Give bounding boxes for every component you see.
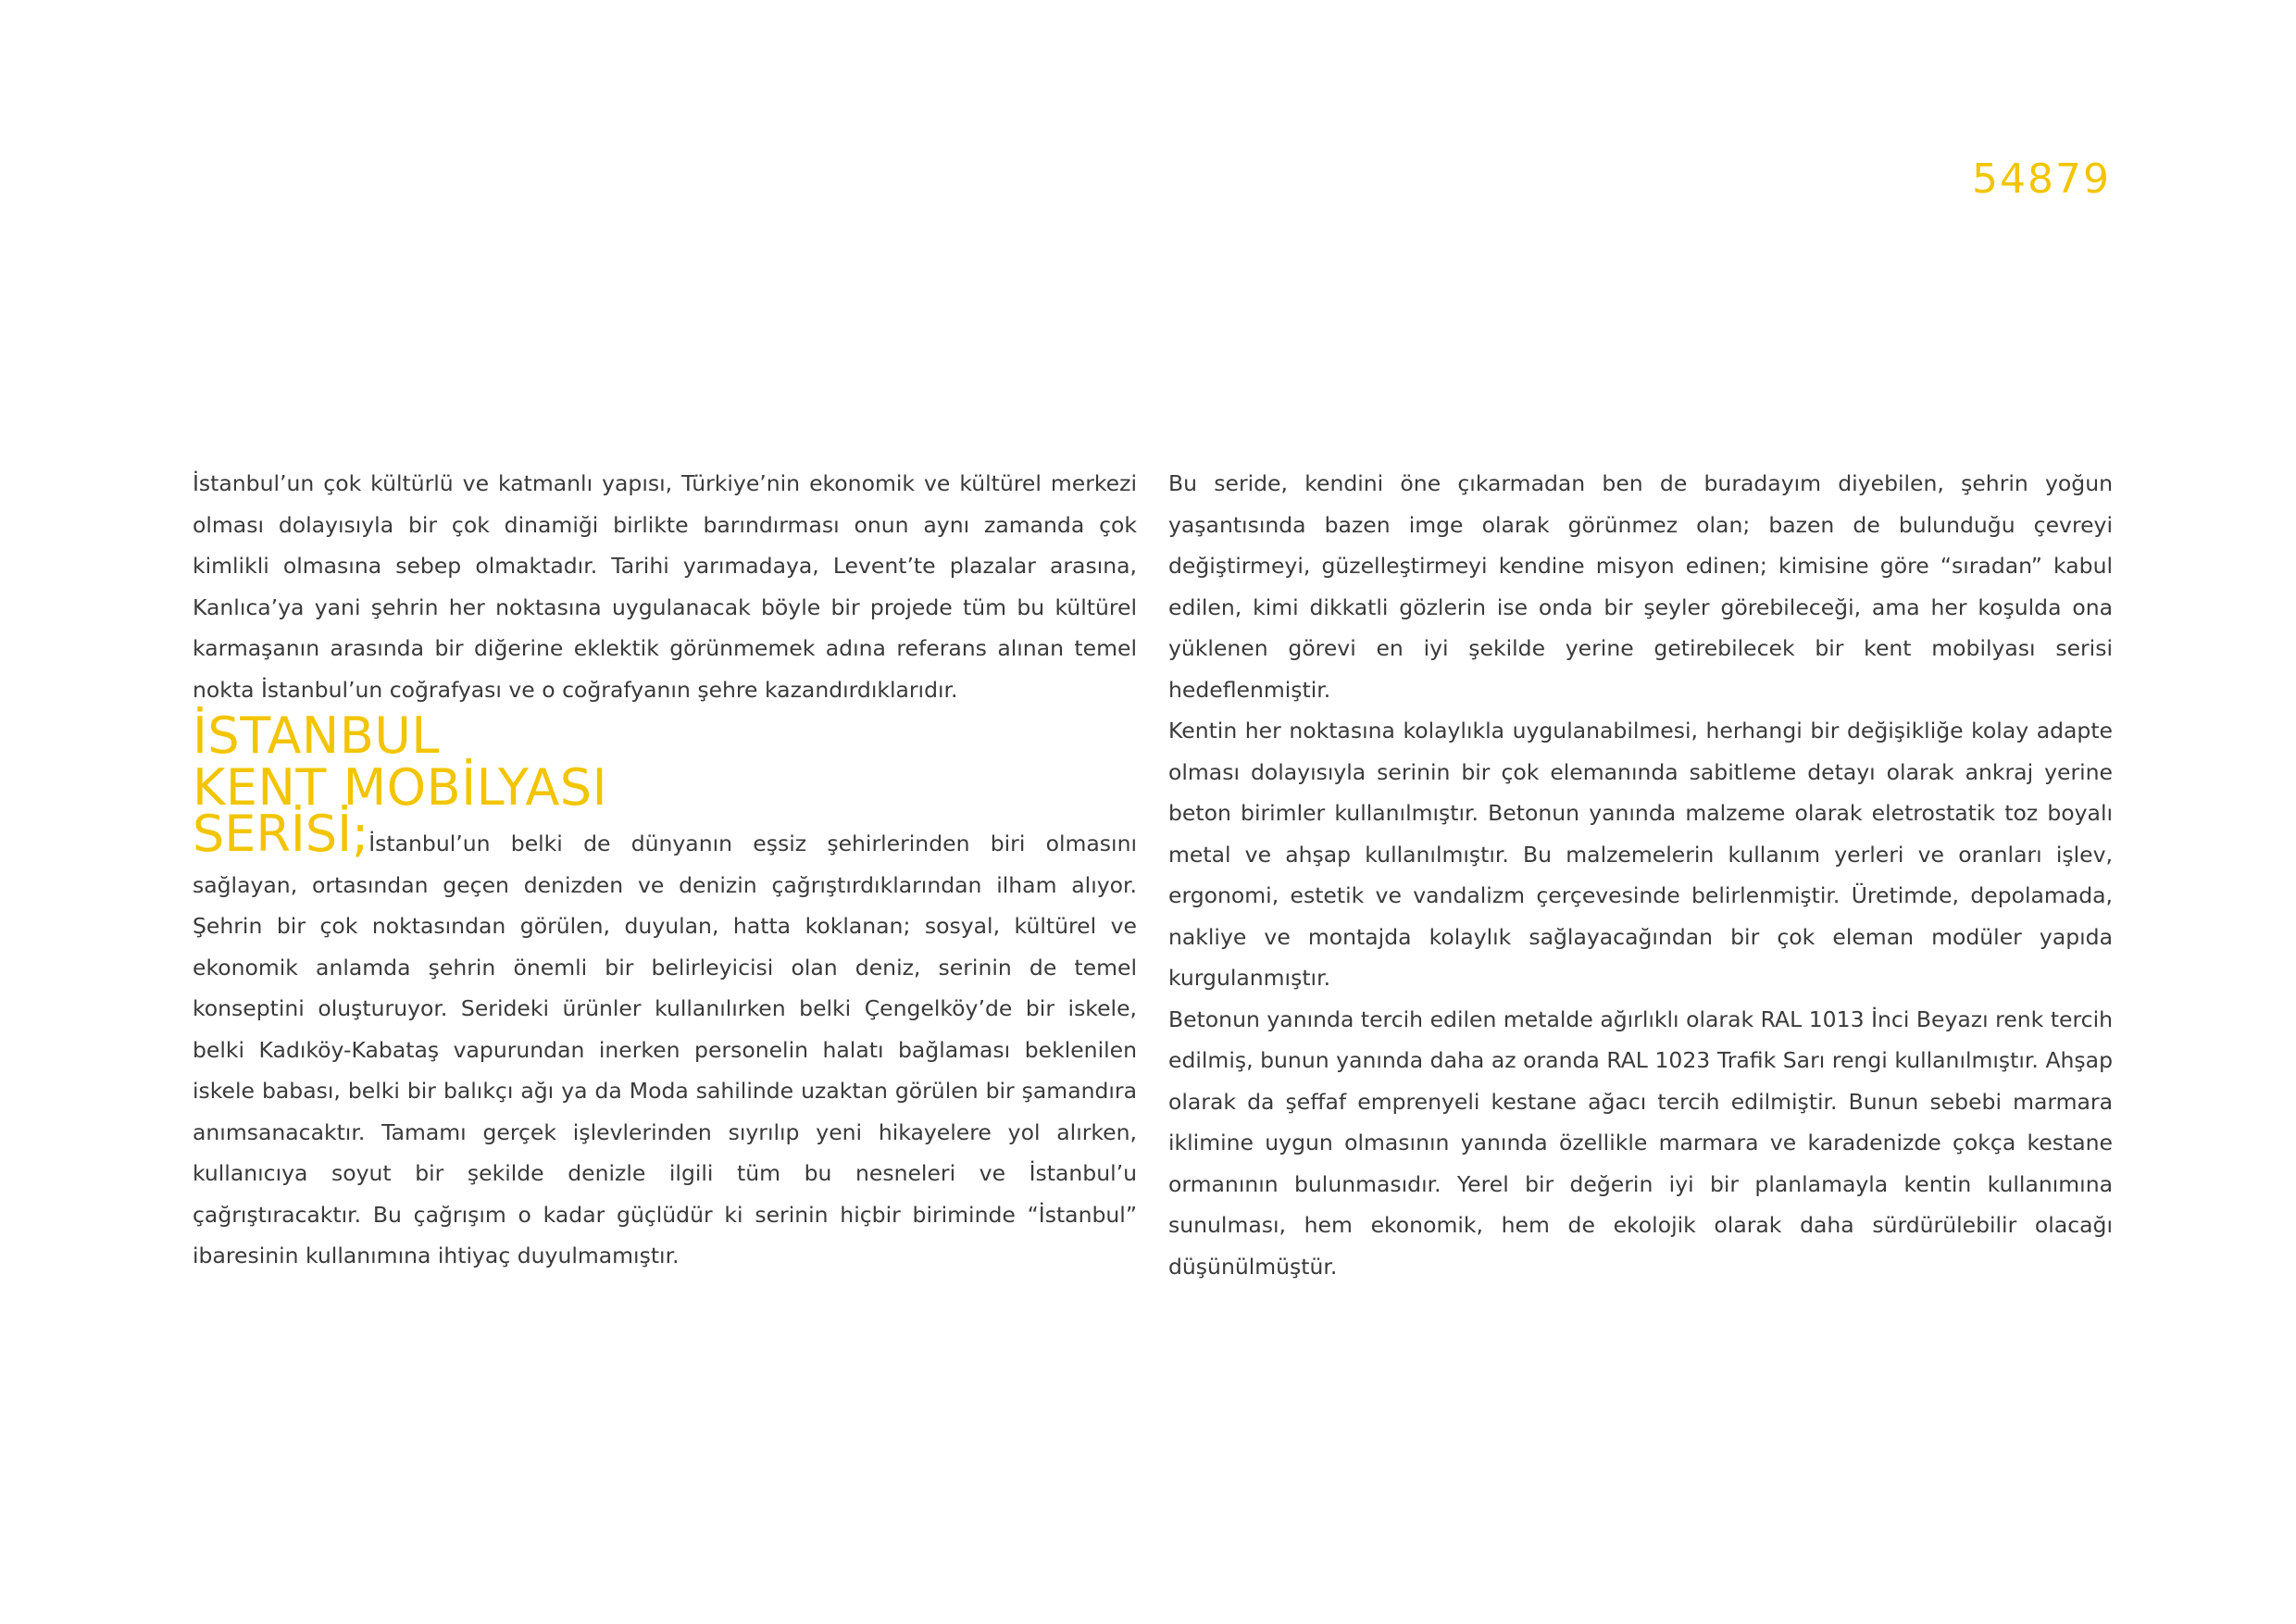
right-column xyxy=(1168,463,2113,1287)
body-paragraph xyxy=(193,805,1137,1277)
heading-line-2: KENT MOBİLYASI xyxy=(193,758,607,817)
right-paragraph-1: Bu seride, kendini öne çıkarmadan ben de buradayım diyebilen, şehrin yoğun yaşantısında bazen imge olarak görünmez olan; bazen de bulunduğu çevreyi değiştirmeyi, güzelleştirmeyi kendine misyon edinen; kimisine göre “sıradan” kabul edilen, kimi dikkatli gözlerin ise onda bir şeyler görebileceği, ama her koşulda ona yüklenen görevi en iyi şekilde yerine getirebilecek bir kent mobilyası serisi hedeflenmiştir. xyxy=(1168,470,2113,703)
body-text: İstanbul’un belki de dünyanın eşsiz şehirlerinden biri olmasını sağlayan, ortasından geçen denizden ve denizin çağrıştırdıklarından ilham alıyor. Şehrin bir çok noktasından görülen, duyulan, hatta koklanan; sosyal, kültürel ve ekonomik anlamda şehrin önemli bir belirleyicisi olan deniz, serinin de temel konseptini oluşturuyor. Serideki ürünler kullanılırken belki Çengelköy’de bir iskele, belki Kadıköy-Kabataş vapurundan inerken personelin halatı bağlaması beklenilen iskele babası, belki bir balıkçı ağı ya da Moda sahilinde uzaktan görülen bir şamandıra anımsanacaktır. Tamamı gerçek işlevlerinden sıyrılıp yeni hikayelere yol alırken, kullanıcıya soyut bir şekilde denizle ilgili tüm bu nesneleri ve İstanbul’u çağrıştıracaktır. Bu çağrışım o kadar güçlüdür ki serinin hiçbir biriminde “İstanbul” ibaresinin kullanımına ihtiyaç duyulmamıştır. xyxy=(193,831,1137,1268)
section-heading xyxy=(193,706,1137,817)
left-column xyxy=(193,463,1137,1277)
heading-line-1: İSTANBUL xyxy=(193,706,440,765)
right-paragraph-3: Betonun yanında tercih edilen metalde ağırlıklı olarak RAL 1013 İnci Beyazı renk tercih edilmiş, bunun yanında daha az oranda RAL 1023 Trafik Sarı rengi kullanılmıştır. Ahşap olarak da şeffaf emprenyeli kestane ağacı tercih edilmiştir. Bunun sebebi marmara iklimine uygun olmasının yanında özellikle marmara ve karadenizde çokça kestane ormanının bulunmasıdır. Yerel bir değerin iyi bir planlamayla kentin kullanımına sunulması, hem ekonomik, hem de ekolojik olarak daha sürdürülebilir olacağı düşünülmüştür. xyxy=(1168,1006,2113,1280)
right-paragraph-2: Kentin her noktasına kolaylıkla uygulanabilmesi, herhangi bir değişikliğe kolay adapte olması dolayısıyla serinin bir çok elemanında sabitleme detayı olarak ankraj yerine beton birimler kullanılmıştır. Betonun yanında malzeme olarak eletrostatik toz boyalı metal ve ahşap kullanılmıştır. Bu malzemelerin kullanım yerleri ve oranları işlev, ergonomi, estetik ve vandalizm çerçevesinde belirlenmiştir. Üretimde, depolamada, nakliye ve montajda kolaylık sağlayacağından bir çok eleman modüler yapıda kurgulanmıştır. xyxy=(1168,718,2113,991)
intro-paragraph: İstanbul’un çok kültürlü ve katmanlı yapısı, Türkiye’nin ekonomik ve kültürel merkezi olması dolayısıyla bir çok dinamiği birlikte barındırması onun aynı zamanda çok kimlikli olmasına sebep olmaktadır. Tarihi yarımadaya, Levent’te plazalar arasına, Kanlıca’ya yani şehrin her noktasına uygulanacak böyle bir projede tüm bu kültürel karmaşanın arasında bir diğerine eklektik görünmemek adına referans alınan temel nokta İstanbul’un coğrafyası ve o coğrafyanın şehre kazandırdıklarıdır. xyxy=(193,470,1137,703)
page-number: 54879 xyxy=(1972,156,2111,203)
heading-line-3: SERİSİ; xyxy=(193,805,369,863)
